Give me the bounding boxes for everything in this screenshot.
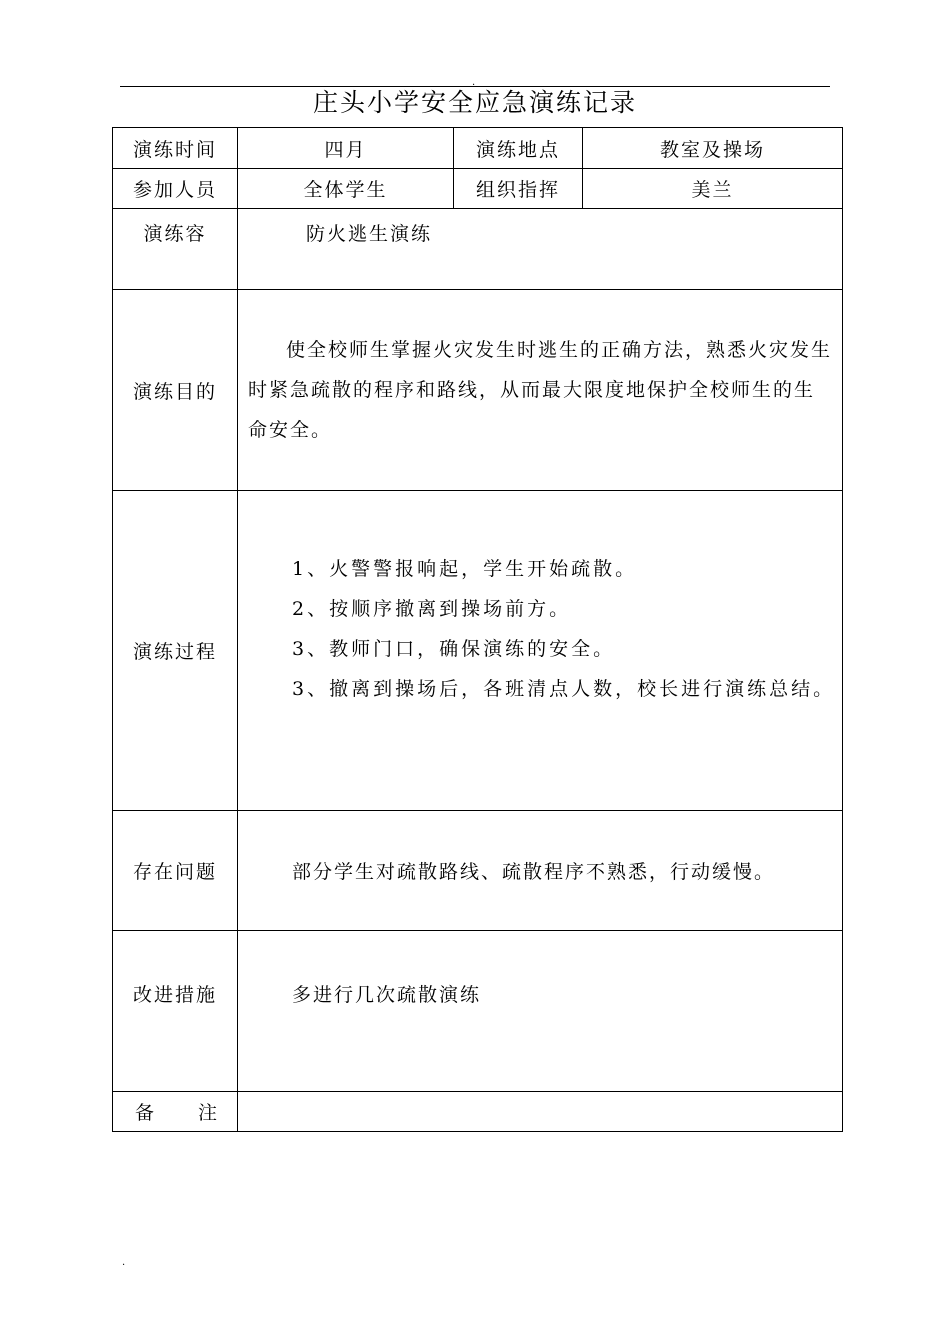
list-item: 3、撤离到操场后，各班清点人数，校长进行演练总结。 xyxy=(292,677,836,700)
participants-value: 全体学生 xyxy=(238,169,454,209)
remarks-label-char-1: 备 xyxy=(135,1102,157,1124)
participants-label: 参加人员 xyxy=(113,169,238,209)
time-label: 演练时间 xyxy=(113,128,238,169)
list-item: 3、教师门口，确保演练的安全。 xyxy=(292,637,616,660)
purpose-value: 使全校师生掌握火灾发生时逃生的正确方法，熟悉火灾发生时紧急疏散的程序和路线，从而最大限度地保护全校师生的生命安全。 xyxy=(238,290,843,491)
table-row xyxy=(113,128,843,169)
table-row xyxy=(113,811,843,931)
problems-label: 存在问题 xyxy=(113,811,238,931)
header-dot: . xyxy=(472,77,476,88)
process-label: 演练过程 xyxy=(113,491,238,811)
improvements-label: 改进措施 xyxy=(113,931,238,1092)
content-value: 防火逃生演练 xyxy=(238,209,843,290)
problems-value: 部分学生对疏散路线、疏散程序不熟悉，行动缓慢。 xyxy=(238,811,843,931)
remarks-value xyxy=(238,1092,843,1132)
improvements-value: 多进行几次疏散演练 xyxy=(238,931,843,1092)
content-label: 演练容 xyxy=(113,209,238,290)
organizer-label: 组织指挥 xyxy=(454,169,583,209)
table-row xyxy=(113,290,843,491)
table-row xyxy=(113,169,843,209)
place-value: 教室及操场 xyxy=(583,128,843,169)
organizer-value: 美兰 xyxy=(583,169,843,209)
table-row xyxy=(113,931,843,1092)
table-row xyxy=(113,209,843,290)
drill-record-table xyxy=(112,127,843,1132)
remarks-label-char-2: 注 xyxy=(197,1102,219,1124)
table-row xyxy=(113,1092,843,1132)
process-steps-list xyxy=(238,549,842,709)
time-value: 四月 xyxy=(238,128,454,169)
purpose-label: 演练目的 xyxy=(113,290,238,491)
remarks-label xyxy=(113,1092,238,1132)
table-row xyxy=(113,491,843,811)
header-rule xyxy=(120,86,830,87)
place-label: 演练地点 xyxy=(454,128,583,169)
process-value xyxy=(238,491,843,811)
page-title: 庄头小学安全应急演练记录 xyxy=(312,88,637,117)
list-item: 2、按顺序撤离到操场前方。 xyxy=(292,597,572,620)
list-item: 1、火警警报响起，学生开始疏散。 xyxy=(292,557,638,580)
footer-dot: . xyxy=(122,1257,126,1268)
